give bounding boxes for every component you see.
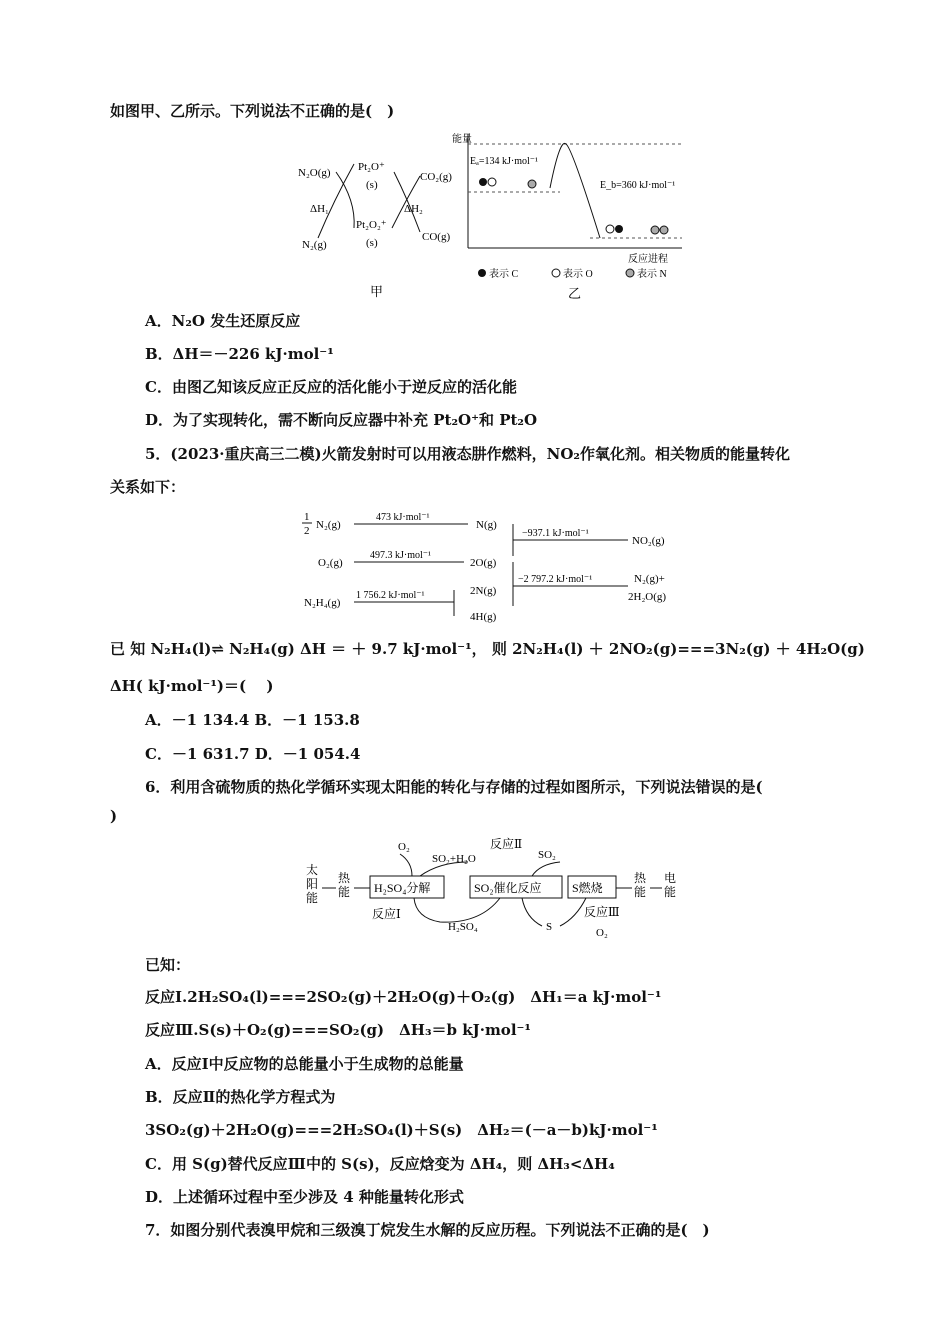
q5-known-line1: 已 知 N₂H₄(l)⇌ N₂H₄(g) ΔH ＝ ＋ 9.7 kJ·mol⁻¹， 则 2N₂H₄(l) ＋ 2NO₂(g)===3N₂(g) ＋ 4H₂O(g) bbox=[110, 640, 865, 658]
carbon-atom-2 bbox=[615, 225, 623, 233]
label-heat3: 热 bbox=[634, 871, 647, 885]
label-half-den: 2 bbox=[304, 525, 310, 537]
q5-options-ab: A．－1 134.4 B．－1 153.8 bbox=[145, 711, 360, 729]
q4-option-b: B．ΔH＝－226 kJ·mol⁻¹ bbox=[145, 345, 334, 363]
figure-jia bbox=[296, 150, 466, 300]
q6-known: 已知： bbox=[145, 956, 191, 974]
label-e4: −937.1 kJ·mol⁻¹ bbox=[522, 528, 589, 539]
label-r1: 反应Ⅰ bbox=[372, 907, 401, 921]
q4-option-c: C．由图乙知该反应正反应的活化能小于逆反应的活化能 bbox=[145, 378, 517, 396]
legend-n-icon bbox=[626, 269, 634, 277]
label-sun1: 太 bbox=[306, 863, 319, 877]
caption-jia: 甲 bbox=[370, 284, 384, 299]
label-4hg: 4H(g) bbox=[470, 611, 497, 623]
label-heat2: 能 bbox=[338, 885, 351, 899]
label-dh2: ΔH₂ bbox=[404, 203, 423, 215]
figure-yi bbox=[450, 128, 690, 304]
label-e2: 497.3 kJ·mol⁻¹ bbox=[370, 550, 432, 561]
label-o2-top: O₂ bbox=[398, 841, 410, 853]
nitrogen-atom bbox=[528, 180, 536, 188]
label-o2-bot: O₂ bbox=[596, 927, 608, 939]
label-e5: −2 797.2 kJ·mol⁻¹ bbox=[518, 574, 593, 585]
q6-option-d: D．上述循环过程中至少涉及 4 种能量转化形式 bbox=[145, 1188, 464, 1206]
nitrogen-atom-2 bbox=[651, 226, 659, 234]
q4-option-d: D．为了实现转化，需不断向反应器中补充 Pt₂O⁺和 Pt₂O bbox=[145, 411, 538, 429]
q6-option-a: A．反应Ⅰ中反应物的总能量小于生成物的总能量 bbox=[145, 1055, 464, 1073]
q6-stem-line2: ) bbox=[110, 807, 118, 825]
label-n2g: N₂(g) bbox=[316, 519, 341, 531]
label-og: 2O(g) bbox=[470, 557, 497, 569]
q6-option-b: B．反应Ⅱ的热化学方程式为 bbox=[145, 1088, 336, 1106]
legend-n: 表示 N bbox=[637, 269, 667, 280]
label-so2h2o: SO₂+H₂O bbox=[432, 853, 476, 865]
caption-yi: 乙 bbox=[568, 286, 582, 301]
label-s1: (s) bbox=[366, 179, 378, 191]
label-box1: H₂SO₄分解 bbox=[374, 881, 431, 895]
label-elec1: 电 bbox=[664, 871, 677, 885]
label-box2: SO₂催化反应 bbox=[474, 881, 542, 895]
x-axis-label: 反应进程 bbox=[628, 254, 668, 265]
legend-o-icon bbox=[552, 269, 560, 277]
label-e1: 473 kJ·mol⁻¹ bbox=[376, 512, 430, 523]
q5-options-cd: C．－1 631.7 D．－1 054.4 bbox=[145, 745, 361, 763]
q5-known-line2: ΔH( kJ·mol⁻¹)＝( ) bbox=[110, 677, 274, 695]
q4-stem: 如图甲、乙所示。下列说法不正确的是( ) bbox=[110, 102, 395, 120]
label-dh1: ΔH₁ bbox=[310, 203, 329, 215]
q6-cycle-diagram bbox=[300, 832, 690, 942]
curve-h2so4 bbox=[414, 898, 500, 922]
label-e3: 1 756.2 kJ·mol⁻¹ bbox=[356, 590, 425, 601]
q5-stem-line2: 关系如下： bbox=[110, 478, 186, 496]
label-s: S bbox=[546, 921, 553, 933]
label-r2: 反应Ⅱ bbox=[490, 837, 523, 851]
carbon-atom bbox=[479, 178, 487, 186]
q6-option-b-equation: 3SO₂(g)＋2H₂O(g)===2H₂SO₄(l)＋S(s) ΔH₂＝(－a－b)kJ·mol⁻¹ bbox=[145, 1121, 658, 1139]
curve-o2 bbox=[400, 854, 412, 876]
curve-s-burn bbox=[560, 898, 586, 926]
label-co2: CO₂(g) bbox=[420, 171, 452, 183]
legend-o: 表示 O bbox=[563, 269, 593, 280]
label-r3: 反应Ⅲ bbox=[584, 905, 620, 919]
curve-s bbox=[522, 898, 542, 926]
label-n2: N₂(g) bbox=[302, 239, 327, 251]
label-sun2: 阳 bbox=[306, 877, 319, 891]
label-pt2o-plus: Pt₂O⁺ bbox=[358, 161, 385, 173]
label-elec2: 能 bbox=[664, 885, 677, 899]
oxygen-atom bbox=[488, 178, 496, 186]
q5-energy-diagram bbox=[298, 506, 698, 624]
label-no2g: NO₂(g) bbox=[632, 535, 665, 547]
q7-stem: 7．如图分别代表溴甲烷和三级溴丁烷发生水解的反应历程。下列说法不正确的是( ) bbox=[145, 1221, 710, 1239]
y-axis-label: 能量 bbox=[452, 134, 472, 145]
label-co: CO(g) bbox=[422, 231, 451, 243]
label-box3: S燃烧 bbox=[572, 881, 603, 895]
oxygen-atom-2 bbox=[606, 225, 614, 233]
q6-reaction1: 反应Ⅰ.2H₂SO₄(l)===2SO₂(g)＋2H₂O(g)＋O₂(g) ΔH₁＝a kJ·mol⁻¹ bbox=[145, 988, 662, 1006]
nitrogen-atom-3 bbox=[660, 226, 668, 234]
arrow-curve-4 bbox=[394, 172, 420, 232]
label-s2: (s) bbox=[366, 237, 378, 249]
label-n2h4g: N₂H₄(g) bbox=[304, 597, 341, 609]
energy-curve bbox=[550, 143, 600, 238]
q6-option-c: C．用 S(g)替代反应Ⅲ中的 S(s)，反应焓变为 ΔH₄，则 ΔH₃<ΔH₄ bbox=[145, 1155, 615, 1173]
curve-so2 bbox=[532, 862, 560, 876]
legend-c: 表示 C bbox=[489, 269, 519, 280]
label-2ng: 2N(g) bbox=[470, 585, 497, 597]
ea-label: Eₐ=134 kJ·mol⁻¹ bbox=[470, 156, 539, 167]
label-n2o: N₂O(g) bbox=[298, 167, 331, 179]
label-so2-top: SO₂ bbox=[538, 849, 556, 861]
label-h2so4: H₂SO₄ bbox=[448, 921, 478, 933]
label-sun3: 能 bbox=[306, 891, 319, 905]
q6-reaction3: 反应Ⅲ.S(s)＋O₂(g)===SO₂(g) ΔH₃＝b kJ·mol⁻¹ bbox=[145, 1021, 532, 1039]
legend-c-icon bbox=[478, 269, 486, 277]
label-heat1: 热 bbox=[338, 871, 351, 885]
q4-option-a: A．N₂O 发生还原反应 bbox=[145, 312, 301, 330]
q6-stem-line1: 6．利用含硫物质的热化学循环实现太阳能的转化与存储的过程如图所示，下列说法错误的是( bbox=[145, 778, 763, 796]
label-ng: N(g) bbox=[476, 519, 497, 531]
label-half-num: 1 bbox=[304, 511, 310, 523]
label-o2g: O₂(g) bbox=[318, 557, 343, 569]
label-prod1: N₂(g)+ bbox=[634, 573, 665, 585]
eb-label: E_b=360 kJ·mol⁻¹ bbox=[600, 180, 676, 191]
label-heat4: 能 bbox=[634, 885, 647, 899]
label-prod2: 2H₂O(g) bbox=[628, 591, 667, 603]
q5-stem-line1: 5．(2023·重庆高三二模)火箭发射时可以用液态肼作燃料，NO₂作氧化剂。相关物质的能量转化 bbox=[145, 445, 790, 463]
label-pt2o2-plus: Pt₂O₂⁺ bbox=[356, 219, 387, 231]
